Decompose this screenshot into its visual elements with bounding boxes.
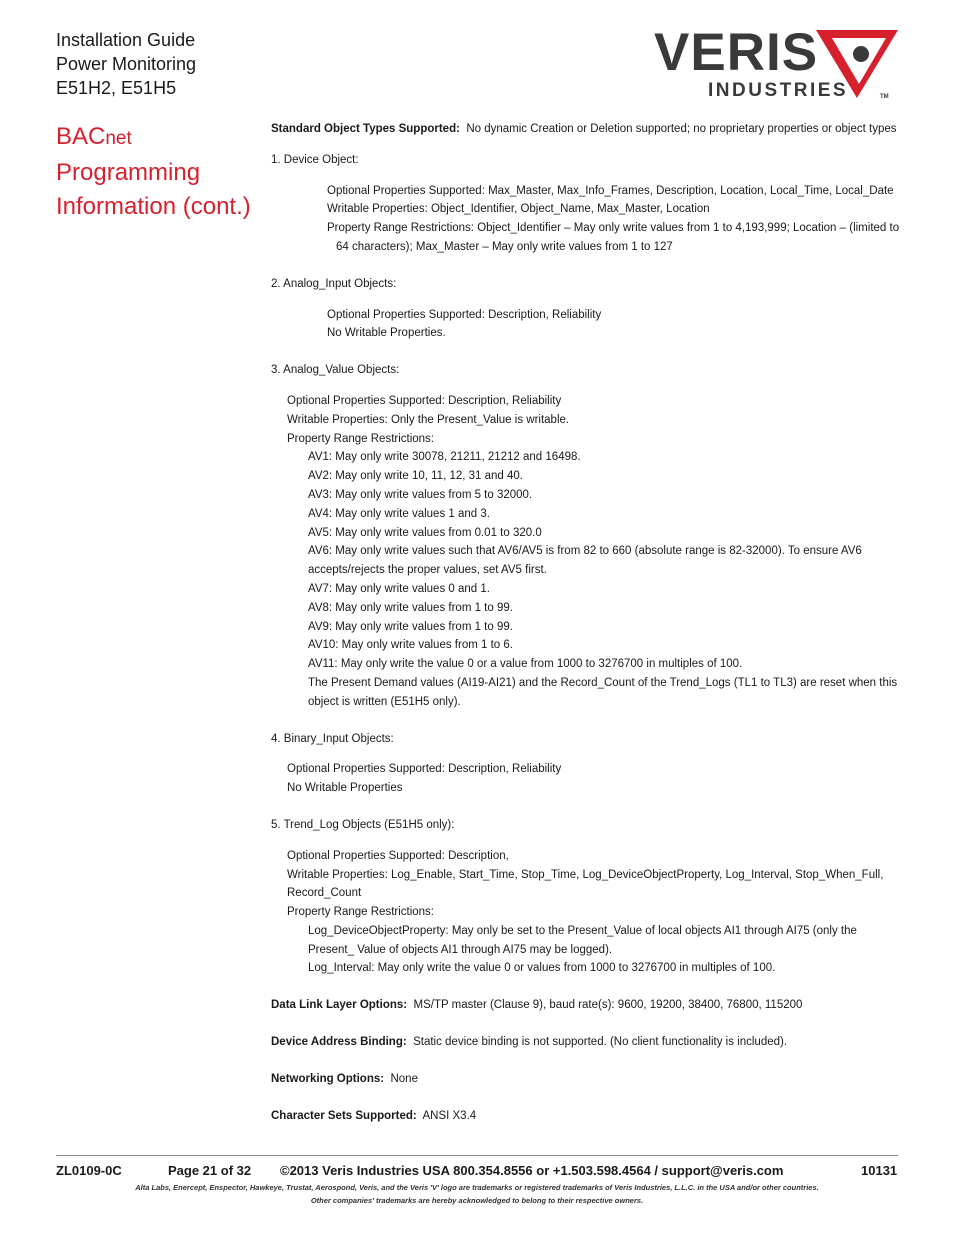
trend-log-restrictions-heading: Property Range Restrictions: [287,906,435,919]
analog-value-restrictions-heading: Property Range Restrictions: [287,432,435,445]
header-model-numbers: E51H2, E51H5 [56,78,177,98]
device-address-binding [271,1033,901,1052]
veris-logo [654,22,898,102]
binary-input-optional: Optional Properties Supported: Description, Reliability [287,763,562,776]
footer-contact: ©2013 Veris Industries USA 800.354.8556 or +1.503.598.4564 / support@veris.com [280,1163,784,1178]
analog-input-details [271,306,901,344]
data-link-layer-label: Data Link Layer Options: [271,999,408,1012]
list-item: AV11: May only write the value 0 or a value from 1000 to 3276700 in multiples of 100. [308,658,743,671]
data-link-layer [271,996,901,1015]
analog-value-heading: 3. Analog_Value Objects: [271,364,400,377]
networking-options-text: None [390,1072,418,1085]
analog-input-optional: Optional Properties Supported: Description, Reliability [327,308,602,321]
device-address-binding-label: Device Address Binding: [271,1036,407,1049]
footer-doc-id: ZL0109-0C [56,1163,122,1178]
footer-divider [56,1155,898,1156]
list-item: AV8: May only write values from 1 to 99. [308,601,513,614]
analog-value-details [271,392,901,712]
binary-input-details [271,760,901,798]
logo-dot-icon [853,46,869,62]
section-title-programming: Programming [56,159,201,186]
list-item: AV9: May only write values from 1 to 99. [308,620,513,633]
list-item: AV1: May only write 30078, 21211, 21212 and 16498. [308,451,581,464]
trend-log-heading: 5. Trend_Log Objects (E51H5 only): [271,818,455,831]
logo-trademark: TM [880,94,889,100]
logo-brand-text: VERIS [654,23,819,82]
binary-input-writable: No Writable Properties [287,782,403,795]
device-object-heading: 1. Device Object: [271,153,359,166]
list-item: AV6: May only write values such that AV6/AV5 is from 82 to 660 (absolute range is 82-32000). To ensure AV6 accepts/rejects the proper values, set AV5 first. [308,545,862,577]
footer-trademark-line1: Alta Labs, Enercept, Enspector, Hawkeye, Trustat, Aerospond, Veris, and the Veris 'V' logo are trademarks or registered trademarks of Veris Industries, L.L.C. in the USA and/or other countries. [135,1183,819,1192]
list-item: AV2: May only write 10, 11, 12, 31 and 40. [308,470,524,483]
device-object-restrictions: Property Range Restrictions: Object_Identifier – May only write values from 1 to 4,193,999; Location – (limited to 64 characters); Max_Master – May only write values from 1 to 127 [327,222,900,253]
trend-log-details [271,847,901,979]
list-item: The Present Demand values (AI19-AI21) and the Record_Count of the Trend_Logs (TL1 to TL3) are reset when this object is written (E51H5 only). [308,676,898,708]
standard-object-types [271,120,901,139]
device-address-binding-text: Static device binding is not supported. (No client functionality is included). [413,1036,788,1049]
header-guide-type: Installation Guide [56,30,196,50]
list-item: AV10: May only write values from 1 to 6. [308,639,513,652]
footer-trademark-line2: Other companies' trademarks are hereby acknowledged to belong to their respective owners. [310,1196,644,1205]
data-link-layer-text: MS/TP master (Clause 9), baud rate(s): 9600, 19200, 38400, 76800, 115200 [413,999,803,1012]
trend-log-restrictions-list [287,922,901,978]
standard-object-types-text: No dynamic Creation or Deletion supported; no proprietary properties or object types [466,123,897,135]
list-item: AV3: May only write values from 5 to 32000. [308,488,533,501]
section-title [56,120,256,224]
section-title-information: Information (cont.) [56,193,251,220]
device-object-optional: Optional Properties Supported: Max_Master, Max_Info_Frames, Description, Location, Local_Time, Local_Date [327,184,894,197]
binary-input-heading: 4. Binary_Input Objects: [271,732,394,745]
analog-value-restrictions-list [287,448,901,711]
device-object-writable: Writable Properties: Object_Identifier, Object_Name, Max_Master, Location [327,203,710,216]
trend-log-writable: Writable Properties: Log_Enable, Start_Time, Stop_Time, Log_DeviceObjectProperty, Log_Interval, Stop_When_Full, Record_Count [287,868,884,900]
networking-options-label: Networking Options: [271,1072,385,1085]
character-sets-text: ANSI X3.4 [422,1109,477,1122]
analog-input-writable: No Writable Properties. [327,327,446,340]
logo-sub-text: INDUSTRIES [708,80,849,101]
trend-log-optional: Optional Properties Supported: Description, [287,849,509,862]
analog-value-writable: Writable Properties: Only the Present_Value is writable. [287,413,570,426]
main-content [271,120,901,1125]
list-item: AV5: May only write values from 0.01 to 320.0 [308,526,542,539]
analog-value-optional: Optional Properties Supported: Description, Reliability [287,394,562,407]
footer-code: 10131 [861,1163,898,1178]
list-item: Log_DeviceObjectProperty: May only be set to the Present_Value of local objects AI1 through AI75 (only the Present_ Value of objects AI1 through AI75 may be logged). [308,924,857,956]
standard-object-types-label: Standard Object Types Supported: [271,123,460,135]
character-sets-label: Character Sets Supported: [271,1109,417,1122]
networking-options [271,1070,901,1089]
device-object-details [271,182,901,257]
list-item: AV7: May only write values 0 and 1. [308,582,490,595]
list-item: AV4: May only write values 1 and 3. [308,507,490,520]
analog-input-heading: 2. Analog_Input Objects: [271,277,397,290]
section-title-net: net [105,128,132,149]
document-header [56,28,196,100]
header-product-category: Power Monitoring [56,54,197,74]
list-item: Log_Interval: May only write the value 0 or values from 1000 to 3276700 in multiples of 100. [308,962,776,975]
character-sets [271,1107,901,1126]
section-title-bac: BAC [56,123,106,150]
footer-page-number: Page 21 of 32 [168,1163,252,1178]
